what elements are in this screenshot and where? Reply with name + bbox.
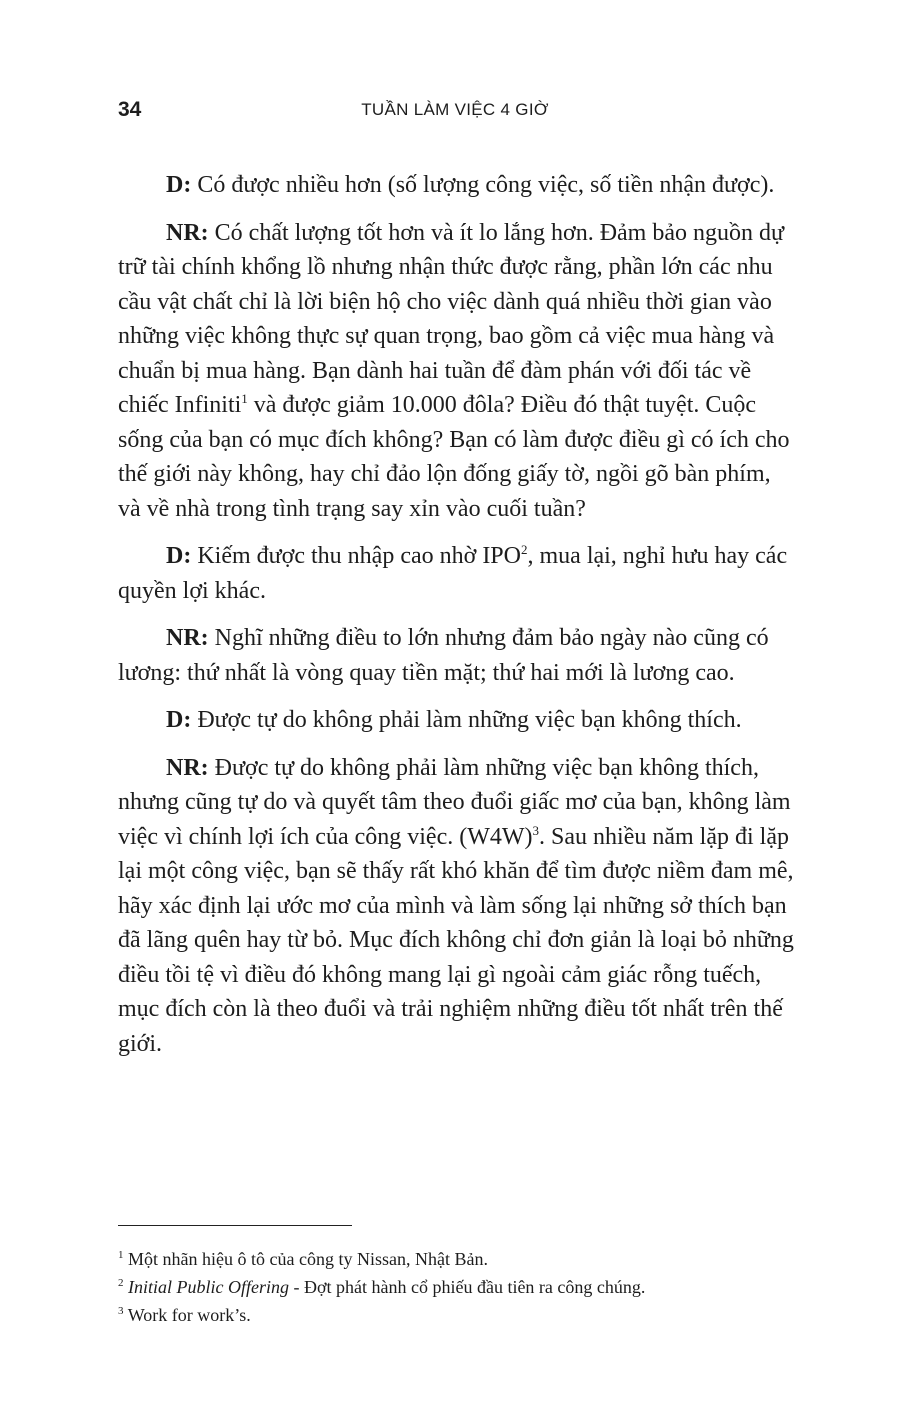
speaker-label: NR: <box>166 219 209 246</box>
paragraph-text: Có chất lượng tốt hơn và ít lo lắng hơn. Đảm bảo nguồn dự trữ tài chính khổng lồ nhưng nhận thức được rằng, phần lớn các nhu cầu vật chất chỉ là lời biện hộ cho việc dành quá nhiều thời gian vào những việc không thực sự quan trọng, bao gồm cả việc mua hàng và chuẩn bị mua hàng. Bạn dành hai tuần để đàm phán với đối tác về chiếc Infiniti <box>118 219 785 418</box>
page-header <box>118 96 792 124</box>
dialogue-paragraph-5 <box>118 703 794 738</box>
footnote-number: 3 <box>118 1305 124 1317</box>
footnote-ref-2[interactable]: 2 <box>521 542 528 557</box>
speaker-label: NR: <box>166 625 209 651</box>
footnote-number: 2 <box>118 1277 124 1289</box>
paragraph-text-cont: và được giảm 10.000 đôla? Điều đó thật tuyệt. Cuộc sống của bạn có mục đích không? Bạn có làm được điều gì có ích cho thế giới này không, hay chỉ đảo lộn đống giấy tờ, ngồi gõ bàn phím, và về nhà trong tình trạng say xỉn vào cuối tuần? <box>118 392 790 522</box>
footnote-3 <box>118 1301 794 1329</box>
dialogue-paragraph-4 <box>118 621 794 690</box>
footnote-text: - Đợt phát hành cổ phiếu đầu tiên ra công chúng. <box>288 1277 646 1297</box>
speaker-label: NR: <box>166 754 209 781</box>
paragraph-text: Được tự do không phải làm những việc bạn không thích. <box>197 707 742 733</box>
speaker-label: D: <box>166 172 192 198</box>
body-text <box>118 168 794 1074</box>
paragraph-text: Nghĩ những điều to lớn nhưng đảm bảo ngày nào cũng có lương: thứ nhất là vòng quay tiền mặt; thứ hai mới là lương cao. <box>118 625 769 686</box>
paragraph-text: Được tự do không phải làm những việc bạn không thích, nhưng cũng tự do và quyết tâm theo đuổi giấc mơ của bạn, không làm việc vì chính lợi ích của công việc. (W4W) <box>118 754 791 850</box>
paragraph-text-cont: , mua lại, nghỉ hưu hay các quyền lợi khác. <box>118 543 788 604</box>
footnote-ref-1[interactable]: 1 <box>241 391 248 406</box>
dialogue-paragraph-1 <box>118 168 794 203</box>
paragraph-text: Có được nhiều hơn (số lượng công việc, số tiền nhận được). <box>197 172 775 198</box>
dialogue-paragraph-2 <box>118 216 794 527</box>
footnote-1 <box>118 1245 794 1273</box>
dialogue-paragraph-3 <box>118 539 794 608</box>
footnote-text: Một nhãn hiệu ô tô của công ty Nissan, Nhật Bản. <box>128 1249 488 1269</box>
speaker-label: D: <box>166 707 192 733</box>
footnote-number: 1 <box>118 1249 124 1261</box>
page-number: 34 <box>118 98 142 121</box>
footnotes <box>118 1245 794 1329</box>
dialogue-paragraph-6 <box>118 751 794 1062</box>
running-title: TUẦN LÀM VIỆC 4 GIỜ <box>361 100 549 119</box>
footnote-italic-term: Initial Public Offering <box>128 1277 289 1297</box>
paragraph-text: Kiếm được thu nhập cao nhờ IPO <box>197 543 521 569</box>
footnote-text: Work for work’s. <box>127 1305 251 1325</box>
footnote-divider <box>118 1225 352 1226</box>
footnote-ref-3[interactable]: 3 <box>532 822 540 838</box>
speaker-label: D: <box>166 543 192 569</box>
footnote-2 <box>118 1273 794 1301</box>
paragraph-text-cont: . Sau nhiều năm lặp đi lặp lại một công việc, bạn sẽ thấy rất khó khăn để tìm được niềm đam mê, hãy xác định lại ước mơ của mình và làm sống lại những sở thích bạn đã lãng quên hay từ bỏ. Mục đích không chỉ đơn giản là loại bỏ những điều tồi tệ vì điều đó không mang lại gì ngoài cảm giác rỗng tuếch, mục đích còn là theo đuổi và trải nghiệm những điều tốt nhất trên thế giới. <box>118 823 794 1057</box>
